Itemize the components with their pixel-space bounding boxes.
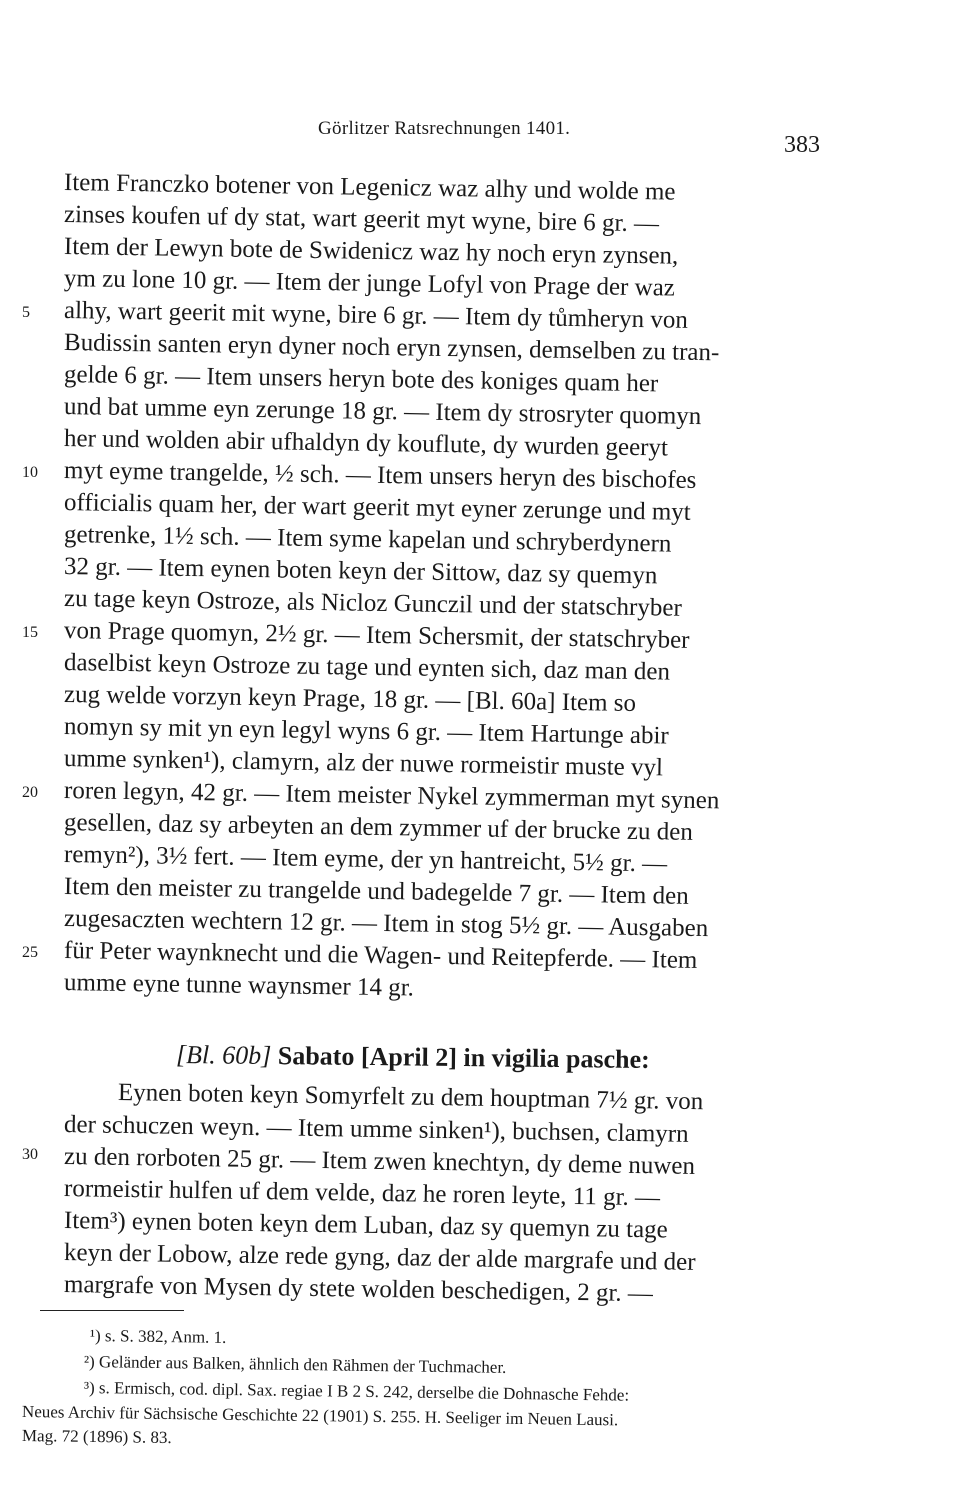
- text-line: myt eyme trangelde, ½ sch. — Item unsers heryn des bischofes: [63, 457, 697, 494]
- text-line: 32 gr. — Item eynen boten keyn der Sittow, daz sy quemyn: [63, 553, 658, 590]
- footnote: ³) s. Ermisch, cod. dipl. Sax. regiae I B 2 S. 242, derselbe die Dohnasche Fehde:: [83, 1378, 630, 1405]
- text-line: zug welde vorzyn keyn Prage, 18 gr. — [Bl. 60a] Item so: [63, 681, 637, 717]
- text-line: Item den meister zu trangelde und badegelde 7 gr. — Item den: [63, 873, 689, 910]
- line-number: 20: [22, 784, 38, 801]
- text-line: umme eyne tunne waynsmer 14 gr.: [63, 969, 415, 1002]
- text-line: nomyn sy mit yn eyn legyl wyns 6 gr. — Item Hartunge abir: [63, 713, 669, 750]
- footnote: Mag. 72 (1896) S. 83.: [21, 1426, 172, 1448]
- text-line: und bat umme eyn zerunge 18 gr. — Item dy strosryter quomyn: [63, 393, 702, 431]
- text-line: getrenke, 1½ sch. — Item syme kapelan und schryberdynern: [63, 521, 672, 558]
- text-line: rormeistir hulfen uf dem velde, daz he roren leyte, 11 gr. —: [63, 1175, 661, 1212]
- text-line: gesellen, daz sy arbeyten an dem zymmer uf der brucke zu den: [63, 809, 694, 846]
- text-line: daselbist keyn Ostroze zu tage und eynten sich, daz man den: [63, 649, 671, 686]
- text-line: ym zu lone 10 gr. — Item der junge Lofyl von Prage der waz: [63, 265, 676, 302]
- line-number: 10: [22, 464, 38, 481]
- text-line: officialis quam her, der wart geerit myt eyner zerunge und myt: [63, 489, 691, 526]
- text-line: gelde 6 gr. — Item unsers heryn bote des koniges quam her: [63, 361, 659, 398]
- line-number: 15: [22, 624, 38, 641]
- text-line: Item Franczko botener von Legenicz waz alhy und wolde me: [63, 169, 676, 206]
- text-line: her und wolden abir ufhaldyn dy kouflute, dy wurden geeryt: [63, 425, 669, 462]
- text-line: zinses koufen uf dy stat, wart geerit myt wyne, bire 6 gr. —: [63, 201, 660, 238]
- text-line: keyn der Lobow, alze rede gyng, daz der alde margrafe und der: [63, 1239, 696, 1276]
- text-line: Item der Lewyn bote de Swidenicz waz hy noch eryn zynsen,: [63, 233, 679, 270]
- folio-reference: [Bl. 60b]: [175, 1040, 272, 1070]
- text-line: umme synken¹), clamyrn, alz der nuwe rormeistir muste vyl: [63, 745, 664, 782]
- text-line: Item³) eynen boten keyn dem Luban, daz sy quemyn zu tage: [63, 1207, 668, 1244]
- footnote: ¹) s. S. 382, Anm. 1.: [89, 1326, 227, 1347]
- footnote: ²) Geländer aus Balken, ähnlich den Rähmen der Tuchmacher.: [83, 1352, 507, 1377]
- text-line: für Peter waynknecht und die Wagen- und Reitepferde. — Item: [63, 937, 698, 974]
- text-line: roren legyn, 42 gr. — Item meister Nykel zymmerman myt synen: [63, 777, 720, 815]
- text-line: zu tage keyn Ostroze, als Nicloz Gunczil und der statschryber: [63, 585, 682, 622]
- text-line: margrafe von Mysen dy stete wolden beschedigen, 2 gr. —: [63, 1271, 654, 1308]
- footnote: Neues Archiv für Sächsische Geschichte 22 (1901) S. 255. H. Seeliger im Neuen Lausi.: [21, 1402, 619, 1430]
- section-title: Sabato [April 2] in vigilia pasche:: [277, 1041, 650, 1074]
- text-line: Budissin santen eryn dyner noch eryn zynsen, demselben zu tran-: [63, 329, 720, 367]
- running-head: Görlitzer Ratsrechnungen 1401.: [318, 118, 571, 139]
- text-line: remyn²), 3½ fert. — Item eyme, der yn hantreicht, 5½ gr. —: [63, 841, 668, 878]
- text-line: Eynen boten keyn Somyrfelt zu dem houptman 7½ gr. von: [117, 1079, 704, 1116]
- section-heading: [176, 1040, 650, 1075]
- text-line: von Prage quomyn, 2½ gr. — Item Schersmit, der statschryber: [63, 617, 690, 654]
- line-number: 25: [22, 944, 38, 961]
- text-line: zu den rorboten 25 gr. — Item zwen knechtyn, dy deme nuwen: [63, 1143, 696, 1180]
- line-number: 30: [22, 1146, 38, 1163]
- text-line: alhy, wart geerit mit wyne, bire 6 gr. — Item dy tůmheryn von: [63, 297, 689, 334]
- page-number: 383: [784, 132, 820, 158]
- text-line: der schuczen weyn. — Item umme sinken¹), buchsen, clamyrn: [63, 1111, 689, 1148]
- footnote-divider: [40, 1310, 184, 1311]
- text-line: zugesaczten wechtern 12 gr. — Item in stog 5½ gr. — Ausgaben: [63, 905, 709, 943]
- line-number: 5: [22, 304, 30, 321]
